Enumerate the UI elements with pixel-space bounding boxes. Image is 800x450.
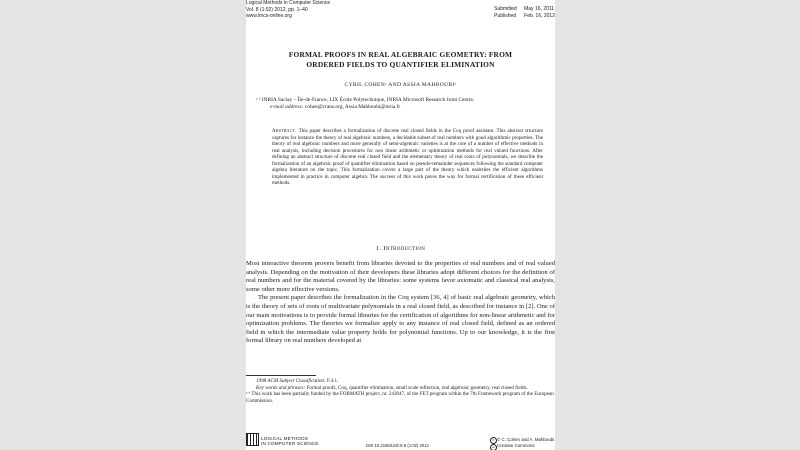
- title-line-1: FORMAL PROOFS IN REAL ALGEBRAIC GEOMETRY: FROM: [288, 50, 513, 59]
- email-value: cohen@crans.org, Assia.Mahboubi@inria.fr: [304, 104, 401, 110]
- creative-commons-icon: cc: [492, 445, 495, 449]
- submitted-date: May 16, 2011: [524, 6, 555, 12]
- keywords-value: Formal proofs, Coq, quantifier elimination, small scale reflection, real algebraic geometry, real closed fields.: [306, 384, 528, 391]
- acm-label: 1998 ACM Subject Classification:: [256, 378, 326, 384]
- funding-note: ᵃ ᵇ This work has been partially funded by the FORMATH project, nr. 243847, of the FET program within the 7th Framework program of the European Commission.: [246, 391, 554, 404]
- paper-title: [246, 50, 555, 69]
- title-line-2: ORDERED FIELDS TO QUANTIFIER ELIMINATION: [306, 59, 495, 69]
- affiliation: [256, 97, 474, 111]
- paragraph-2: The present paper describes the formalization in the Coq system [36, 4] of basic real algebraic geometry, which is the theory of sets of roots of multivariate polynomials in a real closed field, as described for instance in [2]. One of our main motivations is to provide formal libraries for the certification of algorithms for non-linear arithmetic and for optimization problems. The theories we formalize apply to any instance of real closed field, defined as an ordered field in which the intermediate value property holds for polynomial functions. Up to our knowledge, it is the first formal library on real numbers developed at: [246, 294, 555, 345]
- journal-header: [246, 0, 330, 20]
- paragraph-1: Most interactive theorem provers benefit from libraries devoted to the properties of real numbers and of real valued analysis. Depending on the motivation of their developers these libraries adopt different choices for the definition of real numbers and for the material covered by the libraries: some systems favor axiomatic and classical real analysis, some other more effective versions.: [246, 260, 555, 293]
- lmcs-logo-icon: [246, 433, 259, 446]
- copyright-icon: ©: [490, 437, 497, 444]
- paper-page: [246, 0, 555, 450]
- footnotes: [246, 378, 555, 404]
- footnote-rule: [246, 375, 316, 376]
- section-heading: [246, 245, 555, 252]
- doi: DOI:10.2168/LMCS-8 (1:02) 2012: [366, 443, 429, 448]
- lmcs-wordmark: [261, 436, 319, 446]
- section-number: 1.: [375, 245, 382, 252]
- paper-authors: CYRIL COHENᵃ AND ASSIA MAHBOUBIᵃ: [344, 82, 457, 88]
- acm-value: F.4.1.: [326, 378, 339, 384]
- abstract: [272, 128, 543, 187]
- journal-name: Logical Methods in Computer Science: [246, 0, 331, 6]
- keywords-label: Key words and phrases:: [256, 384, 306, 391]
- abstract-label: Abstract.: [272, 128, 297, 134]
- journal-volume: Vol. 8 (1:02) 2012, pp. 1–40: [246, 6, 308, 13]
- abstract-text: This paper describes a formalization of discrete real closed fields in the Coq proof assistant. This abstract structure captures for instance the theory of real algebraic numbers, a decidable subset of real numbers with good algorithmic properties. The theory of real algebraic numbers and more generally of semi-algebraic varieties is at the core of a number of effective methods in real analysis, including decision procedures for non linear arithmetic or optimization methods for real valued functions. After defining an abstract structure of discrete real closed field and the elementary theory of real roots of polynomials, we describe the formalization of an algebraic proof of quantifier elimination based on pseudo-remainder sequences following the standard computer algebra literature on the topic. This formalization covers a large part of the theory which underlies the efficient algorithms implemented in practice in computer algebra. The success of this work paves the way for formal certification of these efficient methods.: [272, 128, 543, 186]
- body-text: [246, 260, 555, 346]
- published-label: Published: [494, 12, 517, 19]
- license-info: [497, 437, 554, 449]
- affiliation-line: ᵃ ᵇ INRIA Saclay – Île-de-France, LIX École Polytechnique, INRIA Microsoft Research Joint Centre,: [256, 97, 475, 103]
- published-date: Feb. 16, 2012: [524, 12, 555, 19]
- lmcs-line-2: IN COMPUTER SCIENCE: [261, 441, 319, 446]
- submission-dates: [494, 6, 555, 19]
- email-label: e-mail address:: [270, 104, 304, 110]
- section-title: Introduction: [383, 245, 426, 252]
- submitted-label: Submitted: [494, 6, 517, 12]
- license-name: Creative Commons: [497, 443, 535, 448]
- copyright-holder: © C. Cohen and A. Mahboubi: [497, 437, 555, 442]
- journal-site: www.lmcs-online.org: [246, 13, 292, 19]
- lmcs-line-1: LOGICAL METHODS: [261, 436, 308, 441]
